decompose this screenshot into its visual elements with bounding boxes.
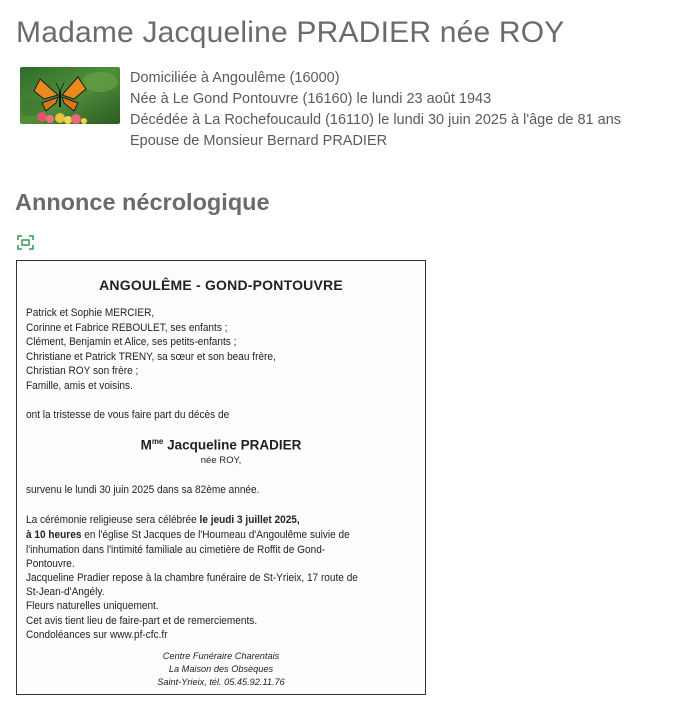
deceased-details bbox=[130, 68, 621, 152]
flowers-line: Fleurs naturelles uniquement. bbox=[26, 600, 159, 612]
family-line: Corinne et Fabrice REBOULET, ses enfants ; bbox=[26, 322, 228, 334]
funeral-home-subtitle: La Maison des Obsèques bbox=[168, 664, 274, 674]
ceremony-line: Pontouvre. bbox=[26, 558, 75, 570]
family-line: Clément, Benjamin et Alice, ses petits-enfants ; bbox=[26, 336, 237, 348]
notice-line: Cet avis tient lieu de faire-part et de remerciements. bbox=[26, 615, 258, 627]
family-line: Famille, amis et voisins. bbox=[26, 380, 133, 392]
rest-line: Jacqueline Pradier repose à la chambre funéraire de St-Yrieix, 17 route de bbox=[26, 572, 358, 584]
family-line: Patrick et Sophie MERCIER, bbox=[26, 307, 155, 319]
deceased-photo[interactable] bbox=[20, 67, 120, 124]
residence-line: Domiciliée à Angoulême (16000) bbox=[130, 70, 340, 86]
rest-line: St-Jean-d'Angély. bbox=[26, 586, 105, 598]
maiden-name: née ROY, bbox=[200, 455, 242, 466]
section-title: Annonce nécrologique bbox=[15, 189, 270, 215]
butterfly-image bbox=[20, 67, 120, 124]
family-line: Christiane et Patrick TRENY, sa sœur et son beau frère, bbox=[26, 351, 276, 363]
expand-button[interactable] bbox=[17, 235, 34, 250]
spouse-line: Epouse de Monsieur Bernard PRADIER bbox=[130, 133, 388, 149]
ceremony-line: à 10 heures en l'église St Jacques de l'Houmeau d'Angoulême suivie de bbox=[26, 529, 350, 541]
ceremony-line: La cérémonie religieuse sera célébrée le jeudi 3 juillet 2025, bbox=[26, 514, 300, 526]
page-title: Madame Jacqueline PRADIER née ROY bbox=[16, 16, 565, 49]
funeral-home-contact: Saint-Yrieix, tél. 05.45.92.11.76 bbox=[157, 677, 285, 687]
death-date-line: survenu le lundi 30 juin 2025 dans sa 82ème année. bbox=[26, 484, 260, 496]
funeral-home-name: Centre Funéraire Charentais bbox=[162, 651, 280, 661]
condolences-line: Condoléances sur www.pf-cfc.fr bbox=[26, 629, 168, 641]
obituary-notice[interactable] bbox=[16, 260, 426, 695]
death-line: Décédée à La Rochefoucauld (16110) le lundi 30 juin 2025 à l'âge de 81 ans bbox=[130, 112, 622, 128]
birth-line: Née à Le Gond Pontouvre (16160) le lundi 23 août 1943 bbox=[130, 91, 492, 107]
family-line: Christian ROY son frère ; bbox=[26, 365, 139, 377]
notice-heading: ANGOULÊME - GOND-PONTOUVRE bbox=[99, 277, 343, 293]
ceremony-line: l'inhumation dans l'intimité familiale au cimetière de Roffit de Gond- bbox=[26, 544, 326, 556]
expand-icon bbox=[17, 235, 34, 250]
deceased-name: $M^{me}$ Jacqueline PRADIER bbox=[140, 437, 302, 453]
notice-intro: ont la tristesse de vous faire part du décès de bbox=[26, 409, 230, 421]
